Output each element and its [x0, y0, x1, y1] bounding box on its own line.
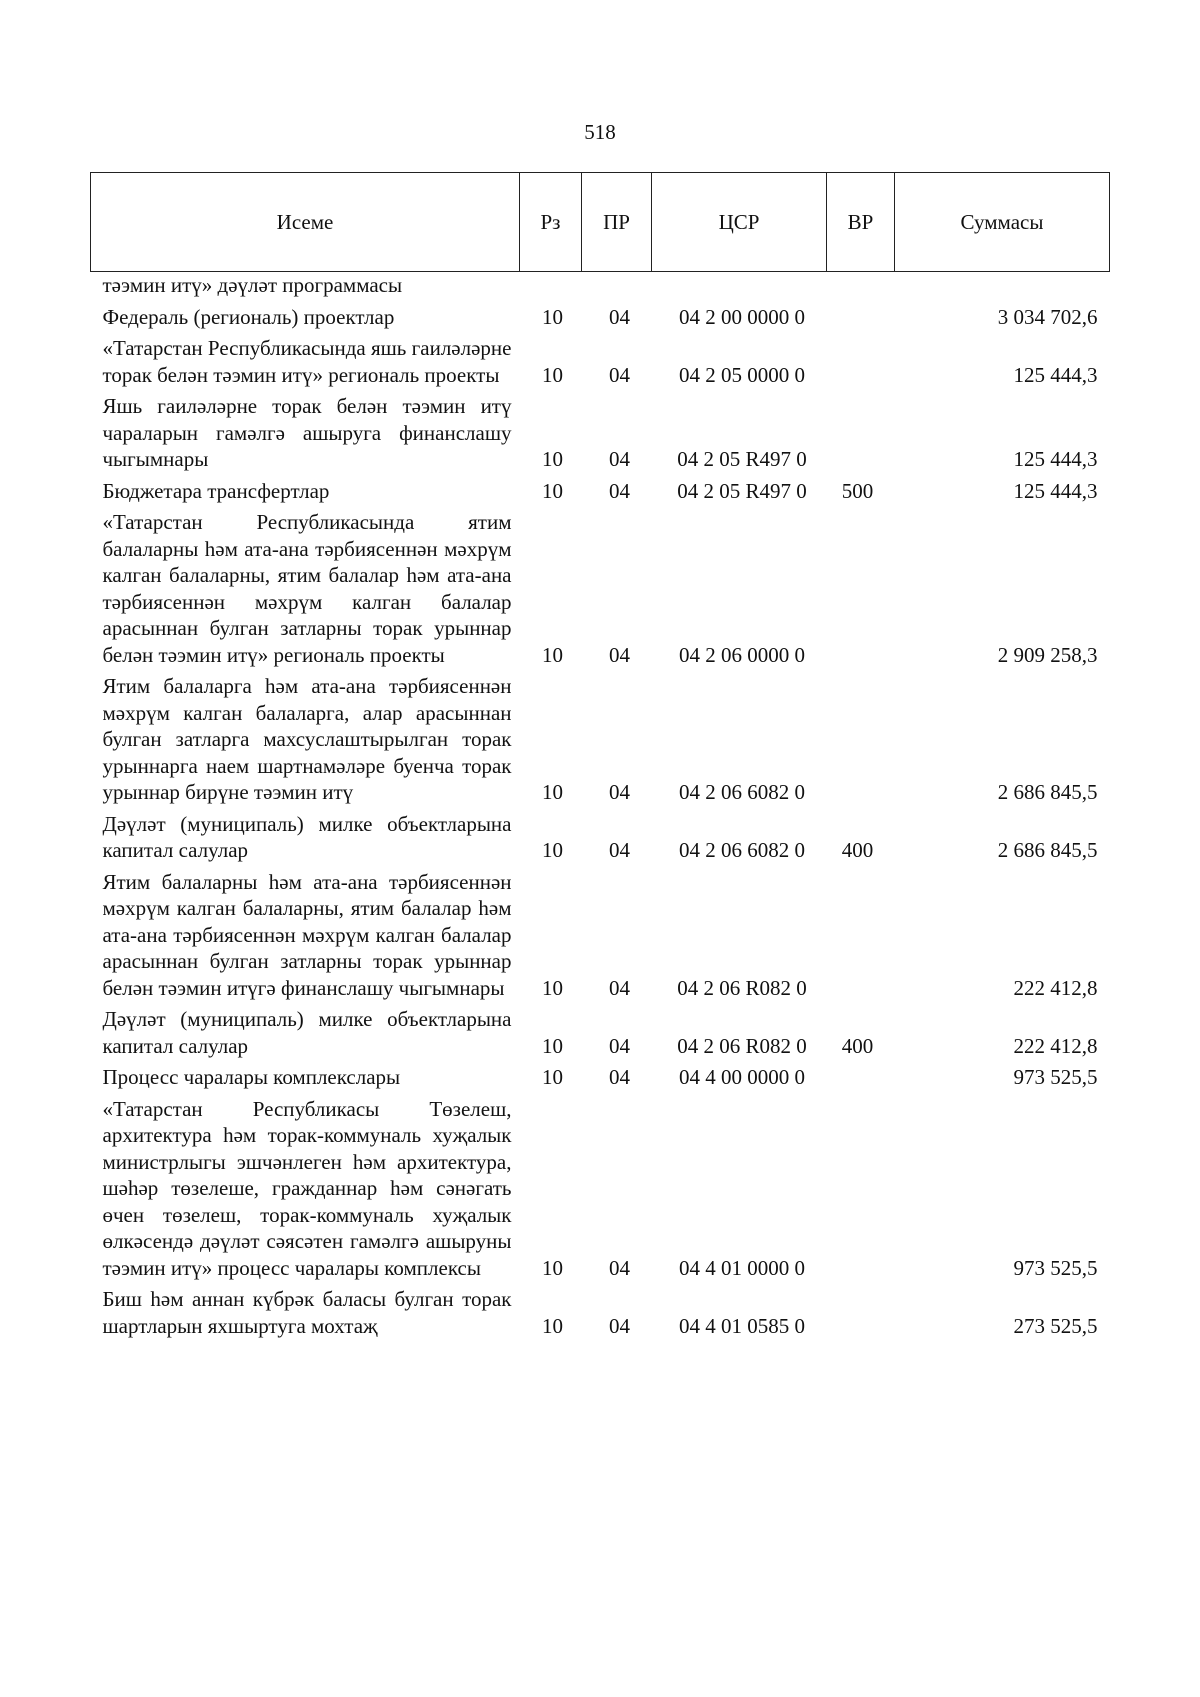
cell-rz: 10 [542, 1255, 563, 1280]
cell-vr [827, 507, 895, 671]
cell-rz [520, 272, 582, 302]
cell-rz: 10 [542, 1033, 563, 1058]
cell-csr [652, 272, 827, 302]
cell-csr: 04 4 01 0585 0 [679, 1313, 805, 1338]
cell-rz: 10 [542, 447, 563, 471]
cell-sum: 973 525,5 [1013, 1065, 1098, 1089]
cell-sum: 125 444,3 [1013, 478, 1098, 503]
cell-sum: 2 686 845,5 [997, 838, 1098, 862]
cell-csr: 04 2 06 R082 0 [677, 975, 807, 1000]
cell-pr: 04 [609, 642, 630, 667]
cell-vr [827, 1062, 895, 1094]
table-row [91, 809, 1110, 867]
cell-rz: 10 [542, 975, 563, 1000]
cell-name: Федераль (региональ) проектлар [102, 304, 395, 329]
table-row [91, 476, 1110, 508]
table-row [91, 272, 1110, 302]
cell-rz: 10 [542, 642, 563, 667]
cell-name: Ятим балаларга һәм ата-ана тәрбиясеннән мәхрүм калган балаларга, алар арасыннан булган затларга махсуслаштырылган торак урыннарга наем шартнамәләре буенча торак урыннар бирүне тәэмин итү [102, 674, 512, 804]
table-header [91, 173, 1110, 272]
table-row [91, 1062, 1110, 1094]
table-row [91, 1004, 1110, 1062]
header-vr: ВР [827, 173, 895, 272]
cell-name: Дәүләт (муниципаль) милке объектларына капитал салулар [102, 1007, 512, 1058]
cell-sum: 222 412,8 [1013, 1033, 1098, 1058]
cell-rz: 10 [542, 362, 563, 387]
cell-pr: 04 [609, 1033, 630, 1058]
header-rz: Рз [520, 173, 582, 272]
cell-pr: 04 [609, 447, 630, 471]
cell-rz: 10 [542, 1065, 563, 1089]
cell-sum: 973 525,5 [1013, 1255, 1098, 1280]
cell-pr: 04 [609, 1065, 630, 1089]
cell-rz: 10 [542, 780, 563, 804]
budget-table [90, 172, 1110, 1342]
cell-pr: 04 [609, 478, 630, 503]
cell-vr [827, 272, 895, 302]
cell-name: Дәүләт (муниципаль) милке объектларына капитал салулар [102, 811, 512, 862]
cell-name: Яшь гаиләләрне торак белән тәэмин итү чараларын гамәлгә ашыруга финанслашу чыгымнары [102, 394, 512, 471]
cell-sum: 222 412,8 [1013, 975, 1098, 1000]
cell-csr: 04 4 01 0000 0 [679, 1255, 805, 1280]
cell-pr: 04 [609, 1313, 630, 1338]
table-row [91, 391, 1110, 476]
cell-sum: 273 525,5 [1013, 1313, 1098, 1338]
cell-sum: 125 444,3 [1013, 447, 1098, 471]
cell-vr [827, 1094, 895, 1285]
cell-name: Биш һәм аннан күбрәк баласы булган торак шартларын яхшыртуга мохтаҗ [102, 1287, 512, 1338]
cell-csr: 04 2 05 R497 0 [677, 478, 807, 503]
cell-csr: 04 2 06 6082 0 [679, 838, 805, 862]
header-name: Исеме [91, 173, 520, 272]
cell-vr [827, 391, 895, 476]
cell-sum: 3 034 702,6 [997, 304, 1098, 329]
cell-vr [827, 302, 895, 334]
cell-csr: 04 2 06 R082 0 [677, 1033, 807, 1058]
cell-name: Процесс чаралары комплекслары [102, 1065, 401, 1089]
cell-name: «Татарстан Республикасы Төзелеш, архитектура һәм торак-коммуналь хуҗалык министрлыгы эшчәнлеген һәм архитектура, шәһәр төзелеше, гражданнар һәм сәнәгать өчен төзелеш, торак-коммуналь хуҗалык өлкәсендә дәүләт сәясәтен гамәлгә ашыруны тәэмин итү» процесс чаралары комплексы [102, 1096, 512, 1280]
table-row [91, 671, 1110, 809]
cell-sum [895, 272, 1110, 302]
cell-vr [827, 1284, 895, 1342]
header-pr: ПР [582, 173, 652, 272]
table-row [91, 507, 1110, 671]
cell-vr [827, 333, 895, 391]
cell-sum: 2 909 258,3 [997, 642, 1098, 667]
cell-name: тәэмин итү» дәүләт программасы [102, 273, 403, 297]
header-csr: ЦСР [652, 173, 827, 272]
cell-sum: 2 686 845,5 [997, 780, 1098, 804]
cell-csr: 04 2 05 0000 0 [679, 362, 805, 387]
cell-rz: 10 [542, 304, 563, 329]
cell-name: «Татарстан Республикасында яшь гаиләләрне торак белән тәэмин итү» региональ проекты [102, 336, 512, 387]
cell-csr: 04 2 05 R497 0 [677, 447, 807, 471]
cell-pr: 04 [609, 362, 630, 387]
cell-rz: 10 [542, 838, 563, 862]
cell-pr: 04 [609, 304, 630, 329]
cell-csr: 04 2 06 6082 0 [679, 780, 805, 804]
cell-rz: 10 [542, 478, 563, 503]
cell-vr [827, 671, 895, 809]
cell-pr [582, 272, 652, 302]
table-row [91, 1284, 1110, 1342]
cell-sum: 125 444,3 [1013, 362, 1098, 387]
table-row [91, 333, 1110, 391]
cell-name: Бюджетара трансфертлар [102, 478, 330, 503]
cell-vr [827, 867, 895, 1005]
header-sum: Суммасы [895, 173, 1110, 272]
cell-pr: 04 [609, 838, 630, 862]
page-number: 518 [584, 120, 616, 144]
table-row [91, 302, 1110, 334]
cell-pr: 04 [609, 1255, 630, 1280]
cell-csr: 04 2 00 0000 0 [679, 304, 805, 329]
table-row [91, 1094, 1110, 1285]
cell-pr: 04 [609, 975, 630, 1000]
table-row [91, 867, 1110, 1005]
cell-csr: 04 2 06 0000 0 [679, 642, 805, 667]
cell-vr: 400 [841, 1033, 874, 1058]
table-body [91, 272, 1110, 1343]
cell-pr: 04 [609, 780, 630, 804]
cell-name: Ятим балаларны һәм ата-ана тәрбиясеннән мәхрүм калган балаларны, ятим балалар һәм ата-ана тәрбиясеннән мәхрүм калган балалар арасыннан булган затларны торак урыннар белән тәэмин итүгә финанслашу чыгымнары [102, 869, 512, 1000]
cell-vr: 500 [841, 478, 874, 503]
cell-name: «Татарстан Республикасында ятим балаларны һәм ата-ана тәрбиясеннән мәхрүм калган балаларны, ятим балалар һәм ата-ана тәрбиясеннән мәхрүм калган балалар арасыннан булган затларны торак урыннар белән тәэмин итү» региональ проекты [102, 510, 512, 667]
cell-vr: 400 [841, 838, 874, 862]
cell-rz: 10 [542, 1313, 563, 1338]
cell-csr: 04 4 00 0000 0 [679, 1065, 805, 1089]
